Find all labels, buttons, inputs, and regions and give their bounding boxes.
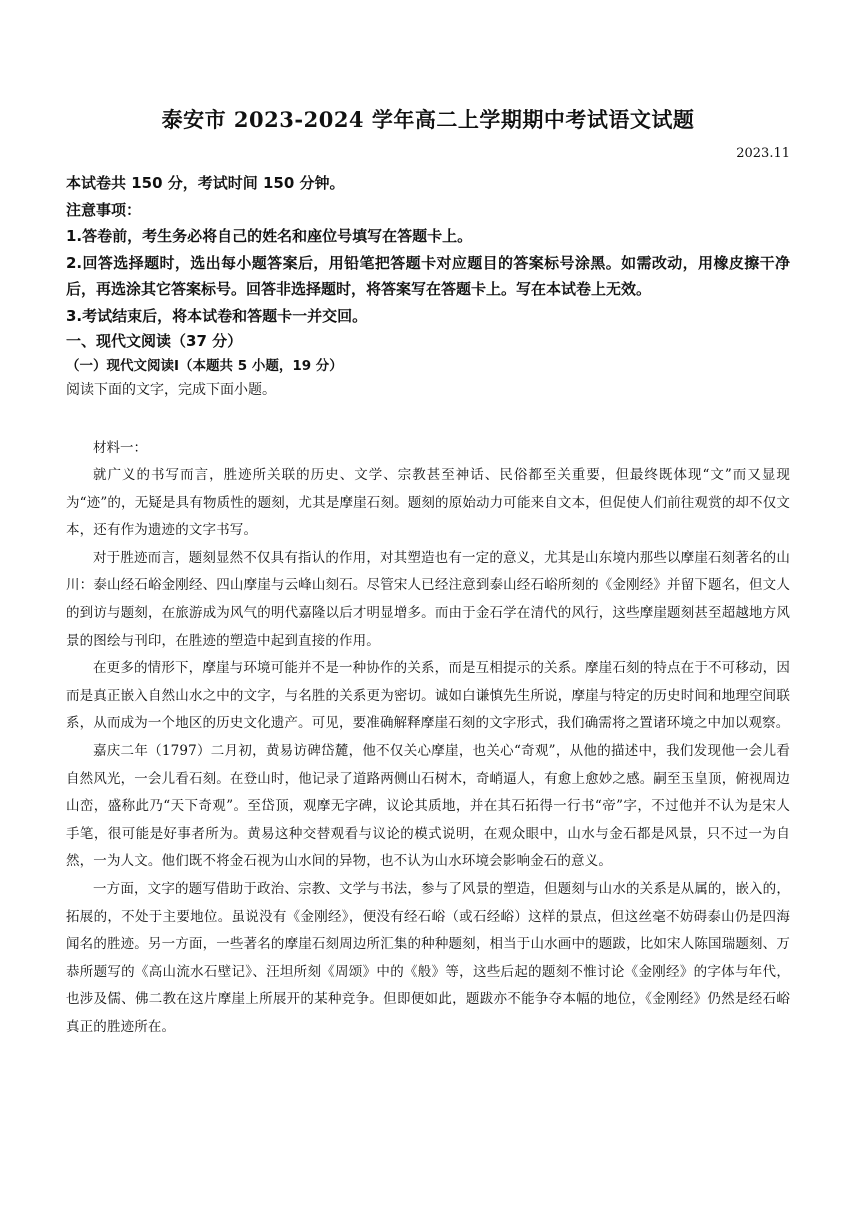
notes-heading: 注意事项： (66, 200, 142, 219)
reading-instruction: 阅读下面的文字，完成下面小题。 (66, 382, 276, 398)
score-time-line: 本试卷共 150 分，考试时间 150 分钟。 (66, 174, 345, 192)
document-title: 泰安市 2023-2024 学年高二上学期期中考试语文试题 (161, 107, 695, 132)
reading-material (66, 434, 790, 1041)
material-label: 材料一： (93, 440, 147, 456)
note-2: 2.回答选择题时，选出每小题答案后，用铅笔把答题卡对应题目的答案标号涂黑。如需改动，用橡皮擦干净后，再选涂其它答案标号。回答非选择题时，将答案写在答题卡上。写在本试卷上无效。 (66, 253, 790, 298)
document-date: 2023.11 (736, 146, 790, 161)
exam-page (66, 0, 790, 1216)
note-1: 1.答卷前，考生务必将自己的姓名和座位号填写在答题卡上。 (66, 227, 473, 245)
note-3: 3.考试结束后，将本试卷和答题卡一并交回。 (66, 306, 368, 325)
paragraph: 对于胜迹而言，题刻显然不仅具有指认的作用，对其塑造也有一定的意义，尤其是山东境内那些以摩崖石刻著名的山川：泰山经石峪金刚经、四山摩崖与云峰山刻石。尽管宋人已经注意到泰山经石峪所刻的《金刚经》并留下题名，但文人的到访与题刻，在旅游成为风气的明代嘉隆以后才明显增多。而由于金石学在清代的风行，这些摩崖题刻甚至超越地方风景的图绘与刊印，在胜迹的塑造中起到直接的作用。 (66, 549, 790, 649)
section-title: 一、现代文阅读（37 分） (66, 332, 243, 350)
exam-instructions (66, 170, 790, 402)
paragraph: 一方面，文字的题写借助于政治、宗教、文学与书法，参与了风景的塑造，但题刻与山水的关系是从属的，嵌入的，拓展的，不处于主要地位。虽说没有《金刚经》，便没有经石峪（或石经峪）这样的景点，但这丝毫不妨碍泰山仍是四海闻名的胜迹。另一方面，一些著名的摩崖石刻周边所汇集的种种题刻，相当于山水画中的题跋，比如宋人陈国瑞题刻、万恭所题写的《高山流水石壁记》、汪坦所刻《周颂》中的《般》等，这些后起的题刻不惟讨论《金刚经》的字体与年代，也涉及儒、佛二教在这片摩崖上所展开的某种竞争。但即便如此，题跋亦不能争夺本幅的地位，《金刚经》仍然是经石峪真正的胜迹所在。 (66, 880, 790, 1035)
subsection-title: （一）现代文阅读Ⅰ（本题共 5 小题，19 分） (66, 358, 343, 374)
paragraph: 嘉庆二年（1797）二月初，黄易访碑岱麓，他不仅关心摩崖，也关心“奇观”，从他的描述中，我们发现他一会儿看自然风光，一会儿看石刻。在登山时，他记录了道路两侧山石树木，奇峭逼人，有愈上愈妙之感。嗣至玉皇顶，俯视周边山峦，盛称此乃“天下奇观”。至岱顶，观摩无字碑，议论其质地，并在其石拓得一行书“帝”字，不过他并不认为是宋人手笔，很可能是好事者所为。黄易这种交替观看与议论的模式说明，在观众眼中，山水与金石都是风景，只不过一为自然，一为人文。他们既不将金石视为山水间的异物，也不认为山水环境会影响金石的意义。 (66, 742, 790, 870)
paragraph: 就广义的书写而言，胜迹所关联的历史、文学、宗教甚至神话、民俗都至关重要，但最终既体现“文”而又显现为“迹”的，无疑是具有物质性的题刻，尤其是摩崖石刻。题刻的原始动力可能来自文本，但促使人们前往观赏的却不仅文本，还有作为遗迹的文字书写。 (66, 467, 790, 539)
paragraph: 在更多的情形下，摩崖与环境可能并不是一种协作的关系，而是互相提示的关系。摩崖石刻的特点在于不可移动，因而是真正嵌入自然山水之中的文字，与名胜的关系更为密切。诚如白谦慎先生所说，摩崖与特定的历史时间和地理空间联系，从而成为一个地区的历史文化遗产。可见，要准确解释摩崖石刻的文字形式，我们确需将之置诸环境之中加以观察。 (66, 660, 790, 732)
